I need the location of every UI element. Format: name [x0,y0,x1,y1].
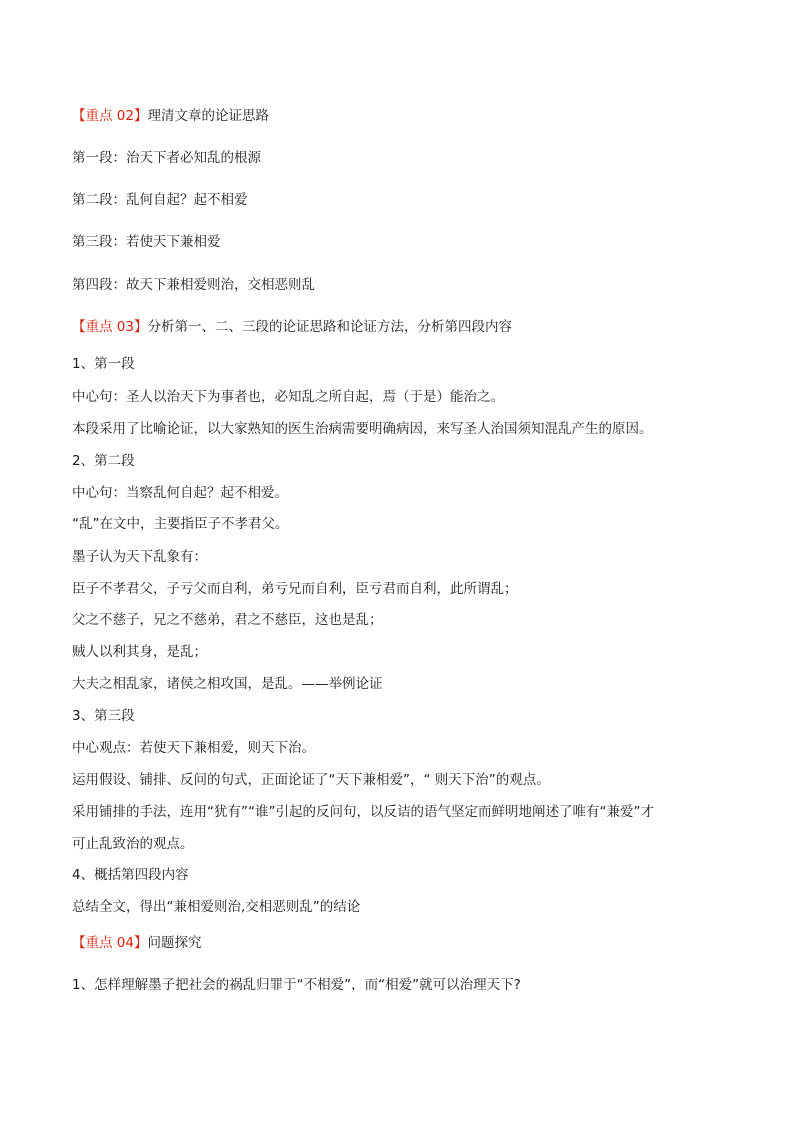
outline-item: 第二段：乱何自起？起不相爱 [72,192,248,208]
bracket-close: 】 [133,108,148,124]
paragraph-line: 父之不慈子，兄之不慈弟，君之不慈臣，这也是乱； [72,612,383,628]
paragraph-line: 墨子认为天下乱象有： [72,549,207,565]
paragraph-line: 可止乱致治的观点。 [72,836,194,852]
outline-item: 第一段：治天下者必知乱的根源 [72,150,261,166]
paragraph-line: 中心观点：若使天下兼相爱，则天下治。 [72,740,315,756]
outline-item: 第四段：故天下兼相爱则治，交相恶则乱 [72,277,315,293]
section-label: 重点 03 [85,319,134,335]
paragraph-line: 本段采用了比喻论证，以大家熟知的医生治病需要明确病因，来写圣人治国须知混乱产生的原因。 [72,421,653,437]
section-heading-key02 [72,106,269,126]
paragraph-line: 臣子不孝君父，子亏父而自利，弟亏兄而自利，臣亏君而自利，此所谓乱； [72,581,518,597]
question-line: 1、怎样理解墨子把社会的祸乱归罪于“不相爱”，而“相爱”就可以治理天下? [72,977,521,993]
section-heading-key03 [72,317,512,337]
paragraph-line: 中心句：当察乱何自起？起不相爱。 [72,485,288,501]
paragraph-line: 采用铺排的手法，连用“犹有”“谁”引起的反问句，以反诘的语气坚定而鲜明地阐述了唯有“兼爱”才 [72,804,654,820]
bracket-close: 】 [133,935,148,951]
paragraph-line: “乱”在文中，主要指臣子不孝君父。 [72,516,289,532]
paragraph-line: 贼人以利其身，是乱； [72,644,207,660]
paragraph-line: 运用假设、铺排、反问的句式，正面论证了“天下兼相爱”，“ 则天下治”的观点。 [72,772,550,788]
paragraph-line: 大夫之相乱家，诸侯之相攻国，是乱。——举例论证 [72,676,383,692]
paragraph-line: 总结全文，得出“兼相爱则治,交相恶则乱”的结论 [72,899,361,915]
paragraph-line: 4、概括第四段内容 [72,867,189,883]
section-title: 理清文章的论证思路 [147,108,269,124]
paragraph-line: 中心句：圣人以治天下为事者也，必知乱之所自起，焉（于是）能治之。 [72,389,504,405]
bracket-open: 【 [72,935,86,951]
section-heading-key04 [72,933,201,953]
paragraph-line: 2、第二段 [72,453,135,469]
bracket-open: 【 [72,319,86,335]
paragraph-line: 1、第一段 [72,356,135,372]
bracket-open: 【 [72,108,86,124]
section-title: 问题探究 [147,935,202,951]
section-title: 分析第一、二、三段的论证思路和论证方法，分析第四段内容 [147,319,512,335]
paragraph-line: 3、第三段 [72,708,135,724]
section-label: 重点 04 [85,935,134,951]
outline-item: 第三段：若使天下兼相爱 [72,234,221,250]
bracket-close: 】 [133,319,148,335]
section-label: 重点 02 [85,108,134,124]
